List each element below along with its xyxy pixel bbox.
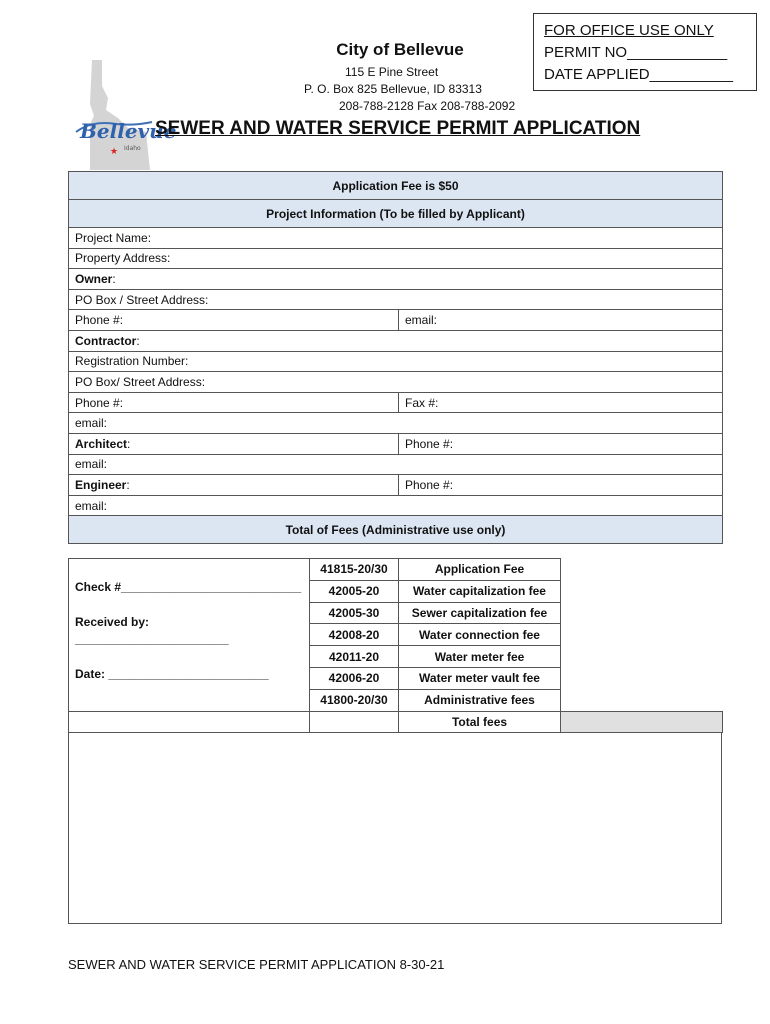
- engineer-phone-field[interactable]: Phone #:: [399, 475, 723, 496]
- engineer-field[interactable]: [69, 475, 399, 496]
- payment-details: [69, 559, 310, 712]
- total-fees-label: Total fees: [399, 711, 561, 733]
- fee-code: 42006-20: [310, 667, 399, 689]
- architect-label: Architect: [75, 436, 128, 451]
- city-name: City of Bellevue: [336, 40, 464, 59]
- engineer-email-field[interactable]: email:: [69, 495, 723, 516]
- total-fees-value[interactable]: [561, 711, 723, 733]
- registration-field[interactable]: Registration Number:: [69, 351, 723, 372]
- architect-email-field[interactable]: email:: [69, 454, 723, 475]
- po-box-address: P. O. Box 825 Bellevue, ID 83313: [304, 82, 482, 96]
- applicant-form: [68, 171, 723, 544]
- contractor-fax-field[interactable]: Fax #:: [399, 392, 723, 413]
- fee-amount[interactable]: [561, 602, 723, 624]
- owner-phone-field[interactable]: Phone #:: [69, 310, 399, 331]
- contractor-address-field[interactable]: PO Box/ Street Address:: [69, 372, 723, 393]
- city-logo: [72, 58, 177, 170]
- street-address: 115 E Pine Street: [345, 65, 439, 79]
- fees-banner: Total of Fees (Administrative use only): [69, 516, 723, 544]
- fee-amount[interactable]: [561, 667, 723, 689]
- project-banner: Project Information (To be filled by Applicant): [69, 200, 723, 228]
- contractor-label: Contractor: [75, 333, 137, 348]
- owner-email-field[interactable]: email:: [399, 310, 723, 331]
- fee-desc: Water capitalization fee: [399, 580, 561, 602]
- received-label: Received by:: [75, 615, 150, 629]
- fee-code: 42008-20: [310, 624, 399, 646]
- footer-text: SEWER AND WATER SERVICE PERMIT APPLICATION 8-30-21: [68, 957, 445, 972]
- project-name-field[interactable]: Project Name:: [69, 228, 723, 249]
- fee-amount[interactable]: [561, 580, 723, 602]
- logo-wordmark: Bellevue: [80, 119, 177, 143]
- star-icon: ★: [110, 146, 119, 156]
- fee-code: 41815-20/30: [310, 559, 399, 581]
- colon: :: [126, 477, 130, 492]
- property-address-field[interactable]: Property Address:: [69, 248, 723, 269]
- fee-amount[interactable]: [561, 689, 723, 711]
- fee-amount[interactable]: [561, 646, 723, 668]
- contractor-email-field[interactable]: email:: [69, 413, 723, 434]
- received-field[interactable]: _______________________: [75, 632, 229, 646]
- phone-fax: 208-788-2128 Fax 208-788-2092: [339, 99, 516, 113]
- owner-heading: [69, 269, 723, 290]
- notes-box[interactable]: [68, 732, 722, 924]
- architect-phone-field[interactable]: Phone #:: [399, 433, 723, 454]
- office-use-box: [533, 13, 757, 91]
- fee-desc: Application Fee: [399, 559, 561, 581]
- colon: :: [112, 271, 116, 286]
- owner-label: Owner: [75, 271, 113, 286]
- fee-banner: Application Fee is $50: [69, 172, 723, 200]
- fee-code: 41800-20/30: [310, 689, 399, 711]
- date-applied-field[interactable]: DATE APPLIED__________: [544, 66, 734, 83]
- fee-desc: Administrative fees: [399, 689, 561, 711]
- page-title: SEWER AND WATER SERVICE PERMIT APPLICATION: [155, 118, 641, 139]
- owner-address-field[interactable]: PO Box / Street Address:: [69, 289, 723, 310]
- blank-code-cell: [310, 711, 399, 733]
- office-use-title: FOR OFFICE USE ONLY: [544, 22, 714, 39]
- fee-code: 42005-20: [310, 580, 399, 602]
- engineer-label: Engineer: [75, 477, 127, 492]
- fees-table: [68, 558, 723, 733]
- contractor-phone-field[interactable]: Phone #:: [69, 392, 399, 413]
- fee-desc: Sewer capitalization fee: [399, 602, 561, 624]
- colon: :: [136, 333, 140, 348]
- fee-amount[interactable]: [561, 624, 723, 646]
- fee-code: 42011-20: [310, 646, 399, 668]
- fee-code: 42005-30: [310, 602, 399, 624]
- date-field[interactable]: Date: ________________________: [75, 667, 269, 681]
- logo-subtext: Idaho: [124, 145, 141, 152]
- colon: :: [127, 436, 131, 451]
- permit-no-field[interactable]: PERMIT NO____________: [544, 44, 728, 61]
- fee-desc: Water meter vault fee: [399, 667, 561, 689]
- fee-amount[interactable]: [561, 559, 723, 581]
- fee-desc: Water meter fee: [399, 646, 561, 668]
- fee-desc: Water connection fee: [399, 624, 561, 646]
- blank-cell: [69, 711, 310, 733]
- architect-field[interactable]: [69, 433, 399, 454]
- contractor-heading: [69, 330, 723, 351]
- check-field[interactable]: Check #___________________________: [75, 580, 302, 594]
